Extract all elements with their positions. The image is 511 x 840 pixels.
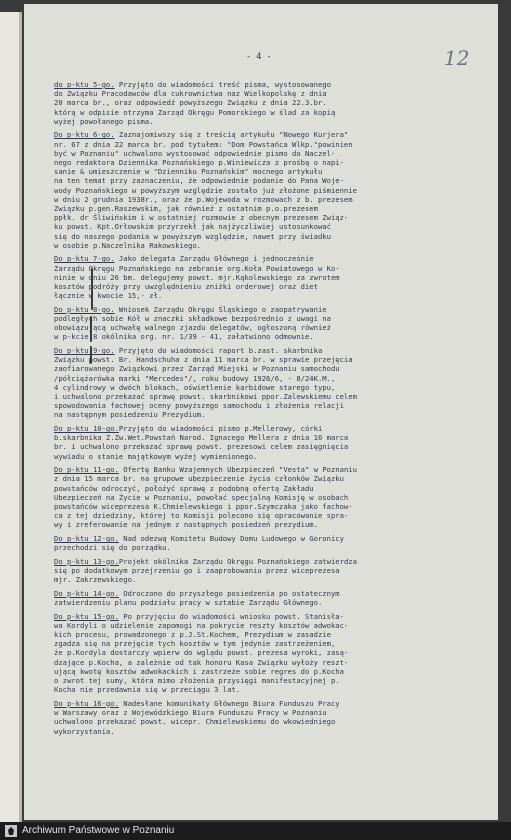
paragraph-lead: Do p-ktu 8-go. (54, 304, 115, 314)
paragraph-lead: Do p-ktu 13-go. (54, 556, 119, 566)
text-line: /półciężarówka marki "Mercedes"/, roku budowy 1926/6, - 8/24K.M., (54, 373, 336, 383)
text-line: Ubezpieczeń na Życie w Poznaniu, powołać specjalną Komisję w osobach (54, 492, 349, 502)
text-line: wyżej powołanego pisma. (54, 116, 154, 126)
text-line: Do p-ktu 10-go.Przyjęto do wiadomości pismo p.Mellerowy, córki (54, 424, 323, 434)
document-body (54, 80, 478, 740)
adjacent-page-edge (0, 12, 22, 822)
document-paragraph (54, 589, 478, 607)
text-line: Do p-ktu 9-go. Przyjęto do wiadomości raport b.zast. skarbnika (54, 346, 323, 356)
paragraph-lead: Do p-ktu 12-go. (54, 534, 119, 544)
document-paragraph (54, 557, 478, 585)
page-number: - 4 - (246, 52, 272, 62)
document-paragraph (54, 534, 478, 552)
text-line: nego redaktora Dziennika Poznańskiego p.Winiewicza z prośbą o napi- (54, 158, 344, 168)
text-line: zatwierdzeniu planu podziału pracy w sztabie Zarządu Głównego. (54, 598, 323, 608)
text-line: br. i uchwalono przekazać sprawę powst. prezesowi celem zasięgnięcia (54, 442, 349, 452)
text-line: 4 cylindrowy w dwóch blokach, oświetlenie karbidowe starego typu, (54, 382, 336, 392)
document-paragraph (54, 254, 478, 300)
text-line: się po dodatkowym przejrzeniu go i zaaprobowaniu przez wiceprezesa (54, 566, 340, 576)
text-line: wykorzystania. (54, 726, 115, 736)
paragraph-lead: Do p-ktu 6-go. (54, 130, 115, 140)
text-line: ca z tej dziedziny, której to Komisji polecono się opracowanie spra- (54, 511, 349, 521)
paragraph-lead: Do p-ktu 16-go. (54, 698, 119, 708)
text-line: wywiadu o stanie majątkowym wyżej wymienionego. (54, 451, 258, 461)
text-line: w osobie p.Naczelnika Rakowskiego. (54, 240, 202, 250)
text-line: Do p-ktu 14-go. Odroczono do przyszłego posiedzenia po ostatecznym (54, 588, 340, 598)
text-line: Związku powst. Br. Handschuha z dnia 11 marca br. w sprawie przejęcia (54, 355, 353, 365)
document-paragraph (54, 346, 478, 420)
text-line: b.skarbnika Z.Zw.Wet.Powstań Narod. Ignacego Mellera z dnia 16 marca (54, 433, 349, 443)
text-line: sanie & umieszczenie w "Dzienniku Poznańskim" mocnego artykułu (54, 167, 323, 177)
paragraph-lead: Do p-ktu 15-go. (54, 611, 119, 621)
text-line: Do p-ktu 12-go. Nad odezwą Komitetu Budowy Domu Ludowego w Goronicy (54, 534, 344, 544)
text-line: kich procesu, prowadzonego z p.J.St.Kochem, Prezydium w zasadzie (54, 630, 331, 640)
text-line: Do p-ktu 15-go. Po przyjęciu do wiadomości wniosku powst. Stanisła- (54, 611, 344, 621)
text-line: kosztów podróży przy uwzględnieniu zniżki orderowej oraz diet (54, 282, 318, 292)
text-line: Do p-ktu 7-go. Jako delegata Zarządu Głównego i jednocześnie (54, 254, 314, 264)
text-line: się do naszego podania w powyższym względzie, nawet przy świadku (54, 231, 331, 241)
text-line: Do p-ktu 13-go.Projekt okólnika Zarządu Okręgu Poznańskiego zatwierdza (54, 556, 357, 566)
document-paragraph (54, 699, 478, 736)
paragraph-lead: do p-ktu 5-go. (54, 80, 115, 89)
text-line: Zarządu Okręgu Poznańskiego na zebranie org.Koła Powiatowego w Ko- (54, 263, 340, 273)
text-line: podległych sobie Kół w znaczki składkowe bezpośrednio z uwagi na (54, 314, 331, 324)
text-line: że p.Kordyla dostarczy wpierw do wglądu powst. prezesa wyroki, zasą- (54, 648, 349, 658)
text-line: przechodzi się do porządku. (54, 543, 171, 553)
text-line: wy i zreferowanie na jednym z następnych posiedzeń prezydium. (54, 520, 318, 530)
text-line: w dniu 2 grudnia 1938r., oraz że p.Wojewoda w rozmowach z b. prezesem (54, 194, 353, 204)
document-paragraph (54, 130, 478, 250)
text-line: o zwrot tej sumy, która mimo złożenia przysięgi manifestacyjnej p. (54, 676, 340, 686)
text-line: 20 marca br., oraz odpowiedź powyższego Związku z dnia 22.3.br. (54, 98, 327, 108)
text-line: powstańców wiceprezesa K.Chmielewskiego i ppor.Szymczaka jako fachow- (54, 502, 353, 512)
archive-emblem-icon (5, 825, 17, 837)
text-line: zgadza się na przejęcie tych kosztów w tym jedynie zastrzeżeniem, (54, 639, 336, 649)
text-line: zaofiarowanego Związkowi przez Zarząd Miejski w Poznaniu samochodu (54, 364, 340, 374)
paragraph-lead: Do p-ktu 7-go. (54, 254, 115, 264)
text-line: w Warszawy oraz z Wojewódzkiego Biura Funduszu Pracy w Poznaniu (54, 708, 327, 718)
text-line: Do p-ktu 16-go. Nadesłane komunikaty Głównego Biura Funduszu Pracy (54, 698, 340, 708)
text-line: z dnia 15 marca br. na grupowe ubezpieczenie życia członków Związku (54, 474, 344, 484)
text-line: być w Poznaniu" uchwalono wystosować odpowiednie pismo do Naczel- (54, 148, 336, 158)
text-line: wody Poznańskiego w powyższym względzie zostało już złożone piśmiennie (54, 185, 357, 195)
text-line: uchwalono przekazać powst. wicepr. Chmielewskiemu do wkowiedniego (54, 717, 336, 727)
paragraph-lead: Do p-ktu 10-go. (54, 424, 119, 434)
document-paragraph (54, 305, 478, 342)
text-line: do p-ktu 5-go. Przyjęto do wiadomości treść pisma, wystosowanego (54, 80, 331, 89)
text-line: obowiązującą uchwałę walnego zjazdu delegatów, ogłoszoną również (54, 323, 331, 333)
text-line: spowodowania fachowej oceny powyższego samochodu i złożenia relacji (54, 401, 344, 411)
text-line: na następnym posiedzeniu Prezydium. (54, 410, 206, 420)
text-line: Związku p.gen.Raszewskim, jak również z ostatnim p.o.prezesem (54, 204, 318, 214)
paragraph-lead: Do p-ktu 14-go. (54, 588, 119, 598)
text-line: ującą kwotę kosztów adwokackich i zastrzeże sobie regres do p.Kocha (54, 666, 344, 676)
text-line: którą w odpisie otrzyma Zarząd Okręgu Pomorskiego w ślad za kopią (54, 107, 336, 117)
text-line: ku powst. Kpt.Orłowskim przyrzekł jak najżyczliwiej ustosunkować (54, 222, 331, 232)
text-line: i uchwalono przekazać sprawę powst. skarbnikowi ppor.Zalewskiemu celem (54, 392, 357, 402)
text-line: Do p-ktu 11-go. Ofertę Banku Wzajemnych Ubezpieczeń "Vesta" w Poznaniu (54, 465, 357, 475)
paragraph-lead: Do p-ktu 9-go. (54, 346, 115, 356)
text-line: nr. 67 z dnia 22 marca br. pod tytułem: "Dom Powstańca Wlkp."powinien (54, 139, 353, 149)
text-line: mjr. Zakrzewskiego. (54, 575, 137, 585)
text-line: łącznie w kwocie 15,- zł. (54, 291, 163, 301)
document-paragraph (54, 80, 478, 126)
text-line: Kocha nie przedawnia się w przeciągu 3 lat. (54, 685, 241, 695)
document-paragraph (54, 424, 478, 461)
text-line: Do p-ktu 8-go. Wniosek Zarządu Okręgu Śląskiego o zaopatrywanie (54, 304, 327, 314)
text-line: ppłk. dr Śliwińskim i w ostatniej rozmowie z obecnym prezesem Związ- (54, 213, 349, 223)
text-line: na ten temat przy zaznaczeniu, że odpowiednie podanie do Pana Woje- (54, 176, 344, 186)
text-line: ninie w dniu 26 bm. delegujemy powst. mjr.Kąkolewskiego za zwrotem (54, 272, 340, 282)
archive-name: Archiwum Państwowe w Poznaniu (22, 825, 175, 836)
archive-footer (0, 822, 511, 840)
text-line: wa Kordyli o udzielenie zapomogi na pokrycie reszty kosztów adwokac- (54, 620, 349, 630)
document-paragraph (54, 465, 478, 529)
text-line: w p-kcie 8 okólnika org. nr. 1/39 - 41, załatwiono odmownie. (54, 332, 314, 342)
text-line: dzające p.Kocha, a zależnie od tak honoru Kasa Związku wyłoży reszt- (54, 657, 349, 667)
paragraph-lead: Do p-ktu 11-go. (54, 465, 119, 475)
text-line: powstańców odroczyć, położyć sprawę z podobną ofertą Zakładu (54, 483, 314, 493)
document-paragraph (54, 612, 478, 695)
text-line: Do p-ktu 6-go. Zaznajomiwszy się z treścią artykułu "Nowego Kurjera" (54, 130, 349, 140)
handwritten-page-mark: 12 (444, 46, 470, 70)
text-line: do Związku Pracodawców dla cukrownictwa naz Wielkopolskę z dnia (54, 89, 327, 99)
